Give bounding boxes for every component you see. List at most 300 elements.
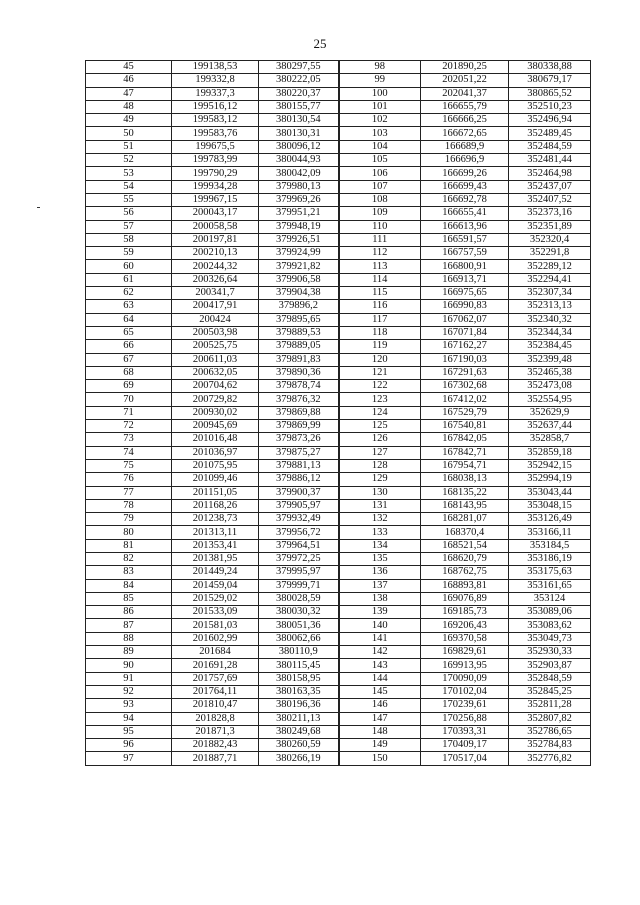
table-row [86, 659, 591, 672]
point-number-right: 147 [339, 712, 421, 725]
x-coordinate-left: 200210,13 [172, 247, 259, 260]
y-coordinate-left: 380196,36 [259, 699, 339, 712]
x-coordinate-left: 199516,12 [172, 100, 259, 113]
y-coordinate-left: 379951,21 [259, 207, 339, 220]
y-coordinate-right: 352807,82 [509, 712, 591, 725]
point-number-right: 111 [339, 233, 421, 246]
point-number-left: 89 [86, 646, 172, 659]
y-coordinate-left: 379869,99 [259, 420, 339, 433]
y-coordinate-left: 379886,12 [259, 473, 339, 486]
point-number-left: 45 [86, 61, 172, 74]
point-number-right: 132 [339, 513, 421, 526]
y-coordinate-left: 379891,83 [259, 353, 339, 366]
x-coordinate-right: 169076,89 [421, 592, 509, 605]
point-number-right: 129 [339, 473, 421, 486]
x-coordinate-left: 200244,32 [172, 260, 259, 273]
point-number-right: 140 [339, 619, 421, 632]
point-number-left: 94 [86, 712, 172, 725]
y-coordinate-left: 379895,65 [259, 313, 339, 326]
y-coordinate-left: 379896,2 [259, 300, 339, 313]
point-number-left: 57 [86, 220, 172, 233]
stray-mark [37, 207, 40, 208]
x-coordinate-right: 166800,91 [421, 260, 509, 273]
y-coordinate-left: 380249,68 [259, 725, 339, 738]
x-coordinate-left: 201238,73 [172, 513, 259, 526]
y-coordinate-right: 352307,34 [509, 287, 591, 300]
table-row [86, 366, 591, 379]
y-coordinate-right: 352930,33 [509, 646, 591, 659]
x-coordinate-left: 200930,02 [172, 406, 259, 419]
point-number-left: 83 [86, 566, 172, 579]
y-coordinate-right: 352496,94 [509, 114, 591, 127]
y-coordinate-left: 379873,26 [259, 433, 339, 446]
y-coordinate-left: 380220,37 [259, 87, 339, 100]
y-coordinate-right: 352848,59 [509, 672, 591, 685]
point-number-left: 48 [86, 100, 172, 113]
y-coordinate-right: 352859,18 [509, 446, 591, 459]
y-coordinate-right: 353184,5 [509, 539, 591, 552]
x-coordinate-left: 199138,53 [172, 61, 259, 74]
y-coordinate-right: 353126,49 [509, 513, 591, 526]
y-coordinate-right: 380865,52 [509, 87, 591, 100]
table-row [86, 526, 591, 539]
y-coordinate-right: 352994,19 [509, 473, 591, 486]
point-number-left: 79 [86, 513, 172, 526]
y-coordinate-left: 379964,51 [259, 539, 339, 552]
x-coordinate-left: 200197,81 [172, 233, 259, 246]
table-row [86, 127, 591, 140]
x-coordinate-left: 201036,97 [172, 446, 259, 459]
point-number-left: 46 [86, 74, 172, 87]
y-coordinate-right: 352481,44 [509, 154, 591, 167]
y-coordinate-right: 353175,63 [509, 566, 591, 579]
x-coordinate-left: 200503,98 [172, 326, 259, 339]
point-number-left: 50 [86, 127, 172, 140]
point-number-right: 105 [339, 154, 421, 167]
x-coordinate-left: 201381,95 [172, 552, 259, 565]
y-coordinate-right: 352437,07 [509, 180, 591, 193]
x-coordinate-left: 200058,58 [172, 220, 259, 233]
y-coordinate-right: 352776,82 [509, 752, 591, 765]
x-coordinate-left: 200945,69 [172, 420, 259, 433]
point-number-left: 78 [86, 499, 172, 512]
y-coordinate-left: 379904,38 [259, 287, 339, 300]
table-row [86, 87, 591, 100]
y-coordinate-left: 380211,13 [259, 712, 339, 725]
y-coordinate-left: 379889,05 [259, 340, 339, 353]
point-number-left: 64 [86, 313, 172, 326]
y-coordinate-left: 380028,59 [259, 592, 339, 605]
x-coordinate-right: 170102,04 [421, 685, 509, 698]
y-coordinate-left: 380130,54 [259, 114, 339, 127]
point-number-left: 82 [86, 552, 172, 565]
y-coordinate-right: 352289,12 [509, 260, 591, 273]
y-coordinate-right: 352351,89 [509, 220, 591, 233]
x-coordinate-right: 168521,54 [421, 539, 509, 552]
point-number-left: 47 [86, 87, 172, 100]
point-number-right: 150 [339, 752, 421, 765]
table-row [86, 313, 591, 326]
y-coordinate-right: 353186,19 [509, 552, 591, 565]
point-number-right: 106 [339, 167, 421, 180]
x-coordinate-right: 169913,95 [421, 659, 509, 672]
table-row [86, 433, 591, 446]
point-number-left: 87 [86, 619, 172, 632]
table-row [86, 592, 591, 605]
point-number-right: 110 [339, 220, 421, 233]
y-coordinate-right: 352845,25 [509, 685, 591, 698]
x-coordinate-right: 166692,78 [421, 193, 509, 206]
point-number-right: 127 [339, 446, 421, 459]
x-coordinate-left: 199790,29 [172, 167, 259, 180]
y-coordinate-left: 380297,55 [259, 61, 339, 74]
y-coordinate-left: 379972,25 [259, 552, 339, 565]
x-coordinate-left: 200729,82 [172, 393, 259, 406]
point-number-left: 49 [86, 114, 172, 127]
y-coordinate-right: 352294,41 [509, 273, 591, 286]
table-row [86, 74, 591, 87]
y-coordinate-right: 352637,44 [509, 420, 591, 433]
point-number-right: 136 [339, 566, 421, 579]
point-number-right: 146 [339, 699, 421, 712]
y-coordinate-left: 380062,66 [259, 632, 339, 645]
table-row [86, 685, 591, 698]
y-coordinate-right: 353124 [509, 592, 591, 605]
point-number-right: 133 [339, 526, 421, 539]
point-number-left: 70 [86, 393, 172, 406]
point-number-right: 117 [339, 313, 421, 326]
x-coordinate-right: 166666,25 [421, 114, 509, 127]
x-coordinate-left: 201757,69 [172, 672, 259, 685]
table-row [86, 606, 591, 619]
x-coordinate-right: 168370,4 [421, 526, 509, 539]
point-number-left: 59 [86, 247, 172, 260]
x-coordinate-right: 167190,03 [421, 353, 509, 366]
x-coordinate-right: 166672,65 [421, 127, 509, 140]
table-row [86, 739, 591, 752]
x-coordinate-left: 201871,3 [172, 725, 259, 738]
x-coordinate-right: 169185,73 [421, 606, 509, 619]
x-coordinate-left: 201151,05 [172, 486, 259, 499]
point-number-left: 62 [86, 287, 172, 300]
x-coordinate-right: 169370,58 [421, 632, 509, 645]
point-number-left: 74 [86, 446, 172, 459]
table-row [86, 100, 591, 113]
table-row [86, 486, 591, 499]
point-number-left: 71 [86, 406, 172, 419]
point-number-left: 84 [86, 579, 172, 592]
y-coordinate-left: 380155,77 [259, 100, 339, 113]
x-coordinate-right: 166975,65 [421, 287, 509, 300]
y-coordinate-left: 379900,37 [259, 486, 339, 499]
x-coordinate-right: 168143,95 [421, 499, 509, 512]
x-coordinate-left: 200424 [172, 313, 259, 326]
point-number-left: 61 [86, 273, 172, 286]
point-number-right: 138 [339, 592, 421, 605]
y-coordinate-left: 379921,82 [259, 260, 339, 273]
y-coordinate-right: 352473,08 [509, 380, 591, 393]
x-coordinate-right: 166689,9 [421, 140, 509, 153]
x-coordinate-right: 168762,75 [421, 566, 509, 579]
y-coordinate-left: 380163,35 [259, 685, 339, 698]
table-row [86, 233, 591, 246]
x-coordinate-right: 168135,22 [421, 486, 509, 499]
y-coordinate-right: 352510,23 [509, 100, 591, 113]
y-coordinate-left: 379890,36 [259, 366, 339, 379]
y-coordinate-right: 352320,4 [509, 233, 591, 246]
x-coordinate-right: 166757,59 [421, 247, 509, 260]
x-coordinate-right: 166655,79 [421, 100, 509, 113]
point-number-right: 124 [339, 406, 421, 419]
x-coordinate-right: 170090,09 [421, 672, 509, 685]
point-number-left: 53 [86, 167, 172, 180]
table-row [86, 552, 591, 565]
point-number-left: 97 [86, 752, 172, 765]
table-row [86, 473, 591, 486]
point-number-left: 75 [86, 459, 172, 472]
y-coordinate-left: 380042,09 [259, 167, 339, 180]
x-coordinate-left: 201313,11 [172, 526, 259, 539]
x-coordinate-right: 166990,83 [421, 300, 509, 313]
point-number-right: 139 [339, 606, 421, 619]
y-coordinate-right: 380679,17 [509, 74, 591, 87]
page-number: 25 [313, 36, 327, 51]
x-coordinate-right: 167162,27 [421, 340, 509, 353]
x-coordinate-left: 200525,75 [172, 340, 259, 353]
table-row [86, 632, 591, 645]
y-coordinate-left: 380030,32 [259, 606, 339, 619]
coordinates-table [85, 60, 591, 766]
table-row [86, 140, 591, 153]
x-coordinate-left: 201887,71 [172, 752, 259, 765]
point-number-right: 104 [339, 140, 421, 153]
point-number-right: 137 [339, 579, 421, 592]
point-number-right: 98 [339, 61, 421, 74]
x-coordinate-left: 201882,43 [172, 739, 259, 752]
x-coordinate-left: 201529,02 [172, 592, 259, 605]
point-number-right: 141 [339, 632, 421, 645]
point-number-left: 86 [86, 606, 172, 619]
y-coordinate-right: 352407,52 [509, 193, 591, 206]
point-number-right: 112 [339, 247, 421, 260]
point-number-right: 125 [339, 420, 421, 433]
x-coordinate-left: 201533,09 [172, 606, 259, 619]
point-number-right: 142 [339, 646, 421, 659]
y-coordinate-right: 352484,59 [509, 140, 591, 153]
table-row [86, 420, 591, 433]
x-coordinate-right: 202041,37 [421, 87, 509, 100]
y-coordinate-right: 353161,65 [509, 579, 591, 592]
table-row [86, 260, 591, 273]
x-coordinate-left: 199583,12 [172, 114, 259, 127]
y-coordinate-right: 352465,38 [509, 366, 591, 379]
x-coordinate-left: 200611,03 [172, 353, 259, 366]
y-coordinate-right: 352942,15 [509, 459, 591, 472]
point-number-left: 72 [86, 420, 172, 433]
y-coordinate-left: 379875,27 [259, 446, 339, 459]
x-coordinate-right: 168893,81 [421, 579, 509, 592]
point-number-right: 130 [339, 486, 421, 499]
x-coordinate-left: 200704,62 [172, 380, 259, 393]
y-coordinate-right: 352554,95 [509, 393, 591, 406]
point-number-right: 128 [339, 459, 421, 472]
y-coordinate-right: 353089,06 [509, 606, 591, 619]
table-row [86, 579, 591, 592]
point-number-left: 52 [86, 154, 172, 167]
x-coordinate-right: 170256,88 [421, 712, 509, 725]
y-coordinate-right: 352811,28 [509, 699, 591, 712]
y-coordinate-left: 380158,95 [259, 672, 339, 685]
point-number-right: 134 [339, 539, 421, 552]
x-coordinate-right: 166699,26 [421, 167, 509, 180]
point-number-left: 81 [86, 539, 172, 552]
table-row [86, 406, 591, 419]
x-coordinate-left: 201691,28 [172, 659, 259, 672]
point-number-left: 80 [86, 526, 172, 539]
table-row [86, 353, 591, 366]
table-row [86, 300, 591, 313]
y-coordinate-right: 352464,98 [509, 167, 591, 180]
x-coordinate-left: 200326,64 [172, 273, 259, 286]
y-coordinate-left: 380222,05 [259, 74, 339, 87]
point-number-left: 95 [86, 725, 172, 738]
x-coordinate-right: 169829,61 [421, 646, 509, 659]
x-coordinate-right: 167540,81 [421, 420, 509, 433]
y-coordinate-left: 379926,51 [259, 233, 339, 246]
x-coordinate-right: 201890,25 [421, 61, 509, 74]
y-coordinate-right: 352786,65 [509, 725, 591, 738]
x-coordinate-left: 201075,95 [172, 459, 259, 472]
x-coordinate-left: 201810,47 [172, 699, 259, 712]
x-coordinate-right: 170393,31 [421, 725, 509, 738]
point-number-left: 63 [86, 300, 172, 313]
table-row [86, 566, 591, 579]
point-number-right: 115 [339, 287, 421, 300]
point-number-right: 131 [339, 499, 421, 512]
table-row [86, 61, 591, 74]
x-coordinate-left: 200417,91 [172, 300, 259, 313]
point-number-right: 149 [339, 739, 421, 752]
table-row [86, 513, 591, 526]
y-coordinate-left: 379906,58 [259, 273, 339, 286]
point-number-right: 108 [339, 193, 421, 206]
point-number-right: 118 [339, 326, 421, 339]
table-row [86, 672, 591, 685]
x-coordinate-left: 201459,04 [172, 579, 259, 592]
point-number-left: 68 [86, 366, 172, 379]
y-coordinate-left: 380051,36 [259, 619, 339, 632]
y-coordinate-left: 379969,26 [259, 193, 339, 206]
point-number-left: 60 [86, 260, 172, 273]
point-number-right: 103 [339, 127, 421, 140]
table-row [86, 446, 591, 459]
point-number-left: 96 [86, 739, 172, 752]
x-coordinate-right: 202051,22 [421, 74, 509, 87]
table-row [86, 393, 591, 406]
y-coordinate-left: 380115,45 [259, 659, 339, 672]
point-number-left: 88 [86, 632, 172, 645]
x-coordinate-left: 199337,3 [172, 87, 259, 100]
y-coordinate-right: 352384,45 [509, 340, 591, 353]
y-coordinate-left: 379876,32 [259, 393, 339, 406]
x-coordinate-left: 199675,5 [172, 140, 259, 153]
point-number-right: 102 [339, 114, 421, 127]
x-coordinate-left: 200043,17 [172, 207, 259, 220]
point-number-left: 54 [86, 180, 172, 193]
x-coordinate-left: 201684 [172, 646, 259, 659]
point-number-left: 56 [86, 207, 172, 220]
point-number-left: 69 [86, 380, 172, 393]
x-coordinate-right: 166913,71 [421, 273, 509, 286]
y-coordinate-right: 352344,34 [509, 326, 591, 339]
y-coordinate-left: 380044,93 [259, 154, 339, 167]
x-coordinate-right: 170517,04 [421, 752, 509, 765]
point-number-right: 113 [339, 260, 421, 273]
x-coordinate-left: 201581,03 [172, 619, 259, 632]
point-number-right: 101 [339, 100, 421, 113]
x-coordinate-right: 167842,05 [421, 433, 509, 446]
point-number-right: 122 [339, 380, 421, 393]
y-coordinate-left: 379869,88 [259, 406, 339, 419]
x-coordinate-left: 201168,26 [172, 499, 259, 512]
point-number-right: 119 [339, 340, 421, 353]
y-coordinate-right: 352399,48 [509, 353, 591, 366]
point-number-right: 109 [339, 207, 421, 220]
x-coordinate-left: 199967,15 [172, 193, 259, 206]
point-number-left: 55 [86, 193, 172, 206]
x-coordinate-right: 166696,9 [421, 154, 509, 167]
x-coordinate-right: 167291,63 [421, 366, 509, 379]
table-row [86, 114, 591, 127]
x-coordinate-right: 166591,57 [421, 233, 509, 246]
x-coordinate-left: 201353,41 [172, 539, 259, 552]
point-number-left: 85 [86, 592, 172, 605]
x-coordinate-right: 167302,68 [421, 380, 509, 393]
y-coordinate-right: 352373,16 [509, 207, 591, 220]
y-coordinate-right: 352858,7 [509, 433, 591, 446]
x-coordinate-left: 201764,11 [172, 685, 259, 698]
table-row [86, 459, 591, 472]
table-row [86, 193, 591, 206]
point-number-right: 116 [339, 300, 421, 313]
table-row [86, 287, 591, 300]
x-coordinate-right: 170239,61 [421, 699, 509, 712]
point-number-right: 107 [339, 180, 421, 193]
point-number-right: 121 [339, 366, 421, 379]
point-number-right: 148 [339, 725, 421, 738]
point-number-left: 93 [86, 699, 172, 712]
x-coordinate-left: 201602,99 [172, 632, 259, 645]
x-coordinate-right: 167071,84 [421, 326, 509, 339]
x-coordinate-left: 199934,28 [172, 180, 259, 193]
x-coordinate-left: 201828,8 [172, 712, 259, 725]
point-number-right: 144 [339, 672, 421, 685]
y-coordinate-left: 379956,72 [259, 526, 339, 539]
point-number-left: 66 [86, 340, 172, 353]
point-number-left: 67 [86, 353, 172, 366]
table-row [86, 154, 591, 167]
x-coordinate-left: 199783,99 [172, 154, 259, 167]
point-number-right: 114 [339, 273, 421, 286]
point-number-right: 99 [339, 74, 421, 87]
y-coordinate-left: 379948,19 [259, 220, 339, 233]
table-row [86, 207, 591, 220]
y-coordinate-left: 379889,53 [259, 326, 339, 339]
x-coordinate-right: 168620,79 [421, 552, 509, 565]
y-coordinate-left: 379995,97 [259, 566, 339, 579]
y-coordinate-right: 353048,15 [509, 499, 591, 512]
table-row [86, 699, 591, 712]
